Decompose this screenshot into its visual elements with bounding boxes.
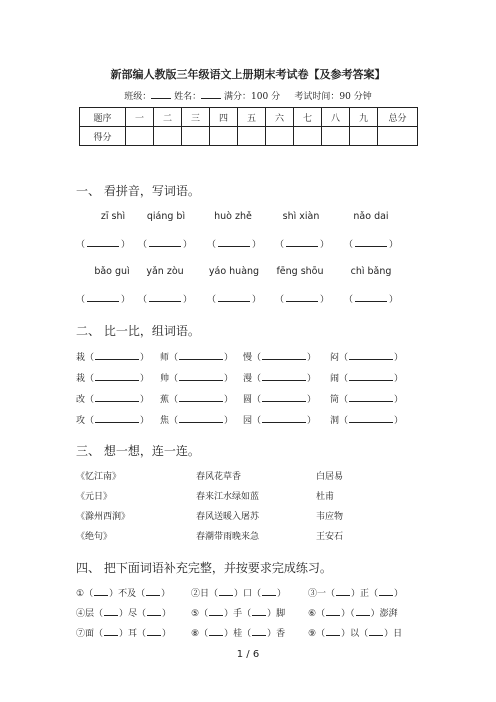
section-4-heading: 四、 把下面词语补充完整，并按要求完成练习。 bbox=[76, 561, 332, 575]
compare-item[interactable]: 焦（ ） bbox=[160, 416, 234, 426]
section-1-heading: 一、 看拼音，写词语。 bbox=[76, 184, 200, 198]
poem-line[interactable]: 春来江水绿如蓝 bbox=[196, 492, 260, 502]
compare-item[interactable]: 闷（ ） bbox=[330, 353, 404, 363]
score-header-cell: 三 bbox=[182, 108, 210, 127]
class-blank[interactable] bbox=[151, 89, 171, 99]
idiom-fill[interactable]: ①（ ）不及（ ） bbox=[76, 589, 171, 599]
answer-bracket[interactable]: （ ） bbox=[76, 295, 131, 305]
pinyin: nǎo dai bbox=[353, 211, 389, 222]
answer-bracket[interactable]: （ ） bbox=[138, 295, 193, 305]
score-header-cell: 六 bbox=[266, 108, 294, 127]
compare-item[interactable]: 漫（ ） bbox=[243, 374, 317, 384]
score-header-cell: 题序 bbox=[80, 108, 126, 127]
poet-name[interactable]: 王安石 bbox=[316, 532, 344, 542]
score-cell[interactable] bbox=[350, 127, 378, 146]
section-3-heading: 三、 想一想，连一连。 bbox=[76, 444, 200, 458]
pinyin: fēng shōu bbox=[276, 266, 324, 277]
answer-bracket[interactable]: （ ） bbox=[344, 240, 399, 250]
compare-item[interactable]: 筒（ ） bbox=[330, 395, 404, 405]
score-row-label: 得分 bbox=[80, 127, 126, 146]
pinyin: qiáng bì bbox=[146, 211, 186, 222]
poem-title[interactable]: 《滁州西涧》 bbox=[76, 512, 131, 522]
poet-name[interactable]: 韦应物 bbox=[316, 512, 344, 522]
poem-line[interactable]: 春风花草香 bbox=[196, 472, 242, 482]
answer-bracket[interactable]: （ ） bbox=[275, 295, 330, 305]
pinyin: chì bǎng bbox=[350, 266, 392, 277]
idiom-fill[interactable]: ⑥（ ）（ ）澎湃 bbox=[308, 609, 398, 619]
score-header-cell: 一 bbox=[126, 108, 154, 127]
poet-name[interactable]: 白居易 bbox=[316, 472, 344, 482]
compare-item[interactable]: 栽（ ） bbox=[76, 374, 150, 384]
exam-time: 考试时间：90 分钟 bbox=[294, 92, 372, 102]
score-cell[interactable] bbox=[210, 127, 238, 146]
score-cell[interactable] bbox=[154, 127, 182, 146]
idiom-fill[interactable]: ⑦面（ ）耳（ ） bbox=[76, 629, 172, 639]
answer-bracket[interactable]: （ ） bbox=[207, 240, 262, 250]
name-blank[interactable] bbox=[201, 89, 221, 99]
answer-bracket[interactable]: （ ） bbox=[207, 295, 262, 305]
score-cell[interactable] bbox=[322, 127, 350, 146]
compare-item[interactable]: 栽（ ） bbox=[76, 353, 150, 363]
class-label: 班级： bbox=[124, 92, 152, 102]
idiom-fill[interactable]: ②日（ ）口（ ） bbox=[191, 589, 287, 599]
answer-bracket[interactable]: （ ） bbox=[76, 240, 131, 250]
answer-bracket[interactable]: （ ） bbox=[344, 295, 399, 305]
compare-item[interactable]: 师（ ） bbox=[160, 353, 234, 363]
page-number: 1 / 6 bbox=[236, 649, 260, 660]
pinyin: yǎn zòu bbox=[146, 266, 184, 277]
compare-item[interactable]: 攻（ ） bbox=[76, 416, 150, 426]
compare-item[interactable]: 蕉（ ） bbox=[160, 395, 234, 405]
answer-bracket[interactable]: （ ） bbox=[275, 240, 330, 250]
pinyin: huò zhě bbox=[214, 211, 252, 222]
compare-item[interactable]: 闹（ ） bbox=[330, 374, 404, 384]
idiom-fill[interactable]: ⑧（ ）桂（ ）香 bbox=[191, 629, 286, 639]
idiom-fill[interactable]: ⑤（ ）手（ ）脚 bbox=[191, 609, 286, 619]
section-2-heading: 二、 比一比，组词语。 bbox=[76, 324, 200, 338]
score-header-cell: 四 bbox=[210, 108, 238, 127]
poem-title[interactable]: 《元日》 bbox=[76, 492, 113, 502]
score-cell[interactable] bbox=[266, 127, 294, 146]
score-header-row bbox=[80, 108, 418, 127]
score-cell[interactable] bbox=[182, 127, 210, 146]
poem-title[interactable]: 《绝句》 bbox=[76, 532, 113, 542]
score-cell[interactable] bbox=[294, 127, 322, 146]
compare-item[interactable]: 帅（ ） bbox=[160, 374, 234, 384]
pinyin: zī shì bbox=[100, 211, 126, 222]
compare-item[interactable]: 慢（ ） bbox=[243, 353, 317, 363]
compare-item[interactable]: 洞（ ） bbox=[330, 416, 404, 426]
score-header-cell: 二 bbox=[154, 108, 182, 127]
pinyin: shì xiàn bbox=[282, 211, 320, 222]
score-header-cell: 七 bbox=[294, 108, 322, 127]
idiom-fill[interactable]: ④层（ ）尽（ ） bbox=[76, 609, 172, 619]
score-value-row bbox=[80, 127, 418, 146]
poet-name[interactable]: 杜甫 bbox=[316, 492, 335, 502]
pinyin: bǎo guì bbox=[94, 266, 130, 277]
idiom-fill[interactable]: ③一（ ）正（ ） bbox=[308, 589, 404, 599]
score-header-cell: 五 bbox=[238, 108, 266, 127]
score-table bbox=[79, 107, 418, 146]
score-cell[interactable] bbox=[238, 127, 266, 146]
poem-title[interactable]: 《忆江南》 bbox=[76, 472, 122, 482]
full-score: 满分：100 分 bbox=[224, 92, 281, 102]
poem-line[interactable]: 春潮带雨晚来急 bbox=[196, 532, 260, 542]
name-label: 姓名： bbox=[174, 92, 202, 102]
score-header-cell: 八 bbox=[322, 108, 350, 127]
page-title: 新部编人教版三年级语文上册期末考试卷【及参考答案】 bbox=[110, 68, 386, 81]
exam-info-line bbox=[0, 89, 496, 102]
score-header-cell: 总分 bbox=[378, 108, 418, 127]
compare-item[interactable]: 改（ ） bbox=[76, 395, 150, 405]
answer-bracket[interactable]: （ ） bbox=[138, 240, 193, 250]
compare-item[interactable]: 园（ ） bbox=[243, 416, 317, 426]
compare-item[interactable]: 圆（ ） bbox=[243, 395, 317, 405]
pinyin: yáo huàng bbox=[208, 266, 260, 277]
score-cell[interactable] bbox=[126, 127, 154, 146]
idiom-fill[interactable]: ⑨（ ）以（ ）日 bbox=[308, 629, 403, 639]
score-header-cell: 九 bbox=[350, 108, 378, 127]
score-cell[interactable] bbox=[378, 127, 418, 146]
poem-line[interactable]: 春风送暖入屠苏 bbox=[196, 512, 260, 522]
